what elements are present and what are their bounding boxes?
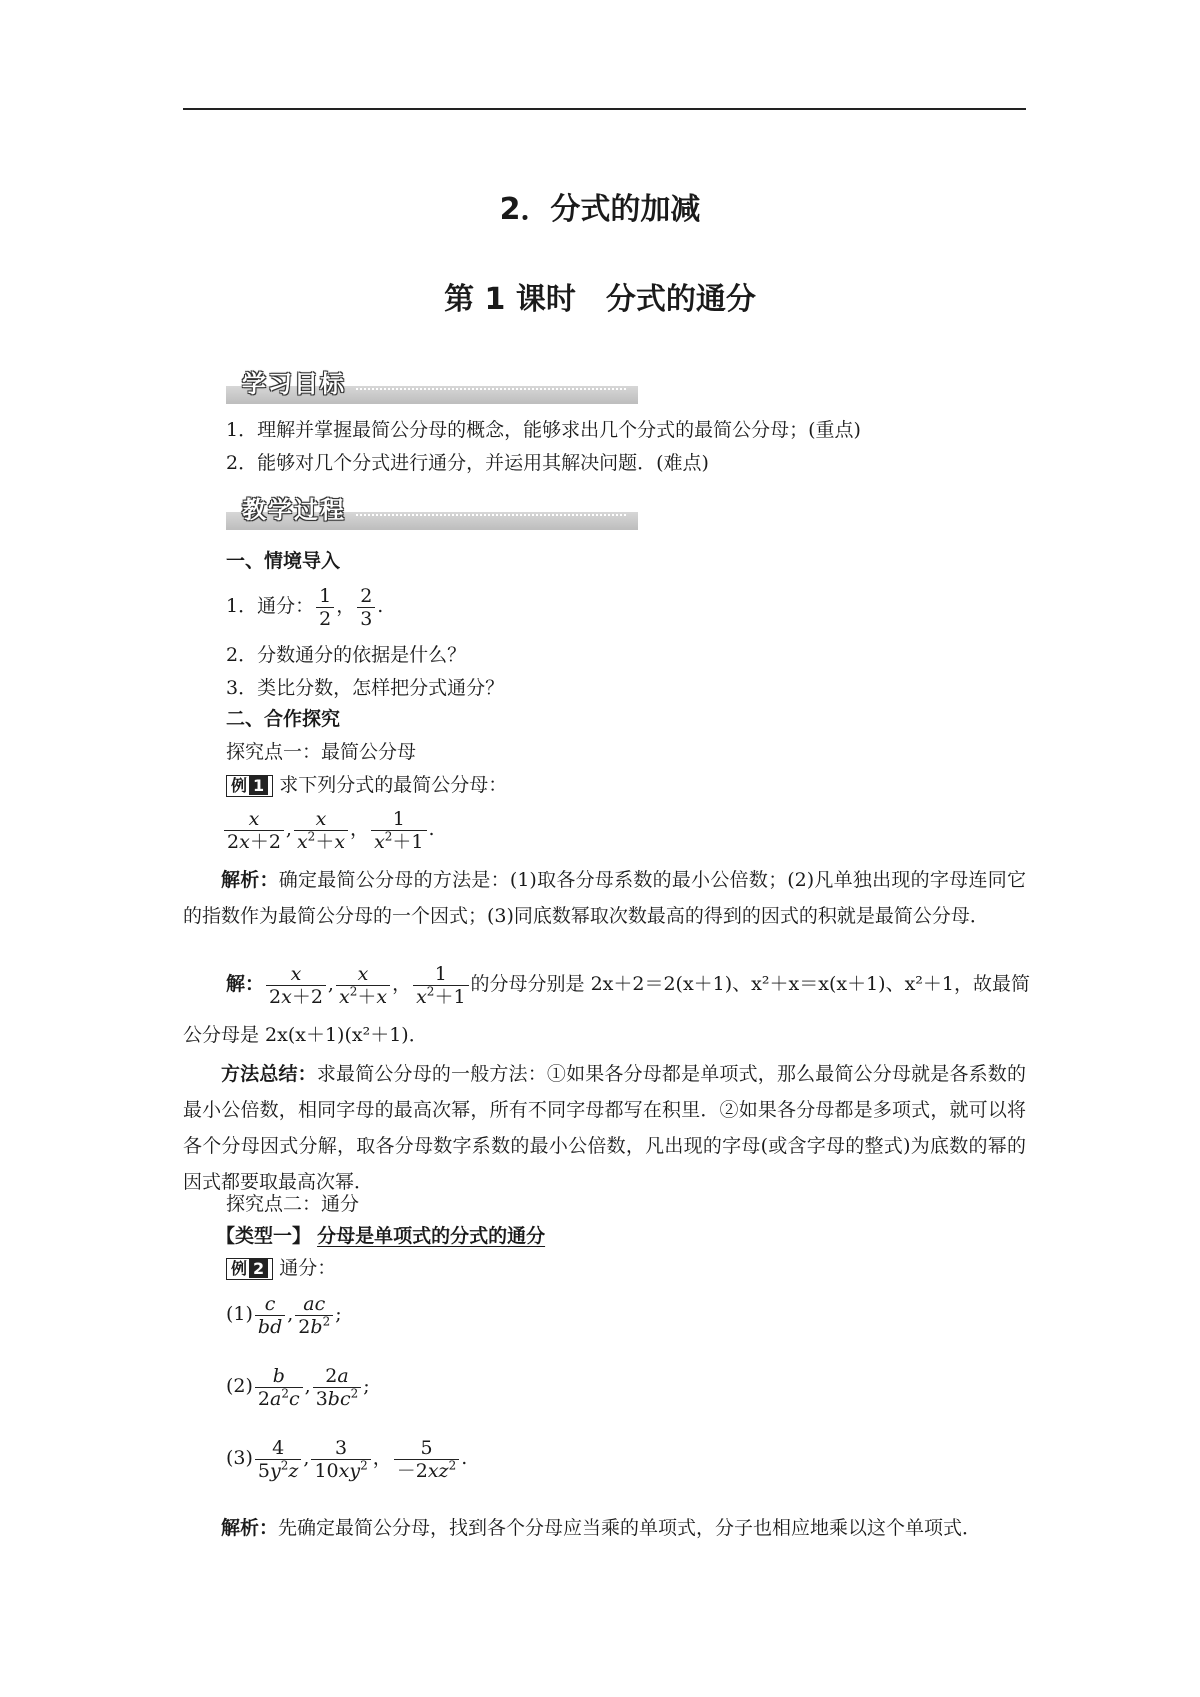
example-1-fractions: $\frac{x}{2x+2}$ , $\frac{x}{x^2+x}$ ， $\frac{1}{x^2+1}$ . — [222, 805, 435, 853]
fraction: $\frac{1}{x^2+1}$ — [371, 808, 426, 853]
fraction: $\frac{x}{x^2+x}$ — [336, 963, 390, 1008]
fraction: $\frac{2a}{3bc^2}$ — [313, 1365, 362, 1410]
process-banner — [226, 496, 638, 530]
fraction: $\frac{1}{2}$ — [316, 585, 334, 630]
fraction: $\frac{ac}{2b^2}$ — [295, 1293, 333, 1338]
intro-q2: 2．分数通分的依据是什么？ — [226, 644, 467, 666]
fraction: $\frac{x}{2x+2}$ — [224, 808, 284, 853]
solution-1: 解： $\frac{x}{2x+2}$ , $\frac{x}{x^2+x}$ ， $\frac{1}{x^2+1}$ 的分母分别是 2x＋2＝2(x＋1)、x²＋x＝x(x＋1)、x²＋1，故最简 — [226, 962, 1030, 1008]
goal-item: 1．理解并掌握最简公分母的概念，能够求出几个分式的最简公分母；(重点) — [226, 419, 861, 441]
solution-mid: 的分母分别是 2x＋2＝2(x＋1)、x²＋x＝x(x＋1)、x²＋1，故最简 — [470, 973, 1030, 995]
example-2 — [226, 1256, 336, 1280]
banner-label: 教学过程 — [242, 496, 346, 524]
analysis-2: 解析：先确定最简公分母，找到各个分母应当乘的单项式，分子也相应地乘以这个单项式． — [221, 1517, 982, 1539]
explore-point2: 探究点二：通分 — [226, 1193, 360, 1215]
goals-banner — [226, 370, 638, 404]
banner-dots — [356, 514, 626, 518]
fraction: $\frac{5}{-2xz^2}$ — [394, 1437, 459, 1482]
type-1: 【类型一】 分母是单项式的分式的通分 — [216, 1225, 546, 1247]
explore-heading: 二、合作探究 — [226, 708, 341, 730]
top-rule — [183, 108, 1026, 110]
intro-heading: 一、情境导入 — [226, 550, 341, 572]
fraction: $\frac{c}{bd}$ — [255, 1293, 285, 1338]
fraction: $\frac{1}{x^2+1}$ — [413, 963, 468, 1008]
example-tag: 例 1 — [226, 775, 273, 797]
example-1 — [226, 773, 507, 797]
fraction: $\frac{x}{x^2+x}$ — [294, 808, 348, 853]
explore-point1: 探究点一：最简公分母 — [226, 741, 417, 763]
fraction: $\frac{3}{10xy^2}$ — [311, 1437, 370, 1482]
banner-label: 学习目标 — [242, 370, 346, 398]
analysis-1: 解析：确定最简公分母的方法是：(1)取各分母系数的最小公倍数；(2)凡单独出现的字母连同它的指数作为最简公分母的一个因式；(3)同底数幂取次数最高的得到的因式的积就是最简公分母． — [183, 869, 1026, 927]
fraction: $\frac{b}{2a^2c}$ — [255, 1365, 303, 1410]
fraction: $\frac{2}{3}$ — [357, 585, 375, 630]
problem-3: (3) $\frac{4}{5y^2z}$ , $\frac{3}{10xy^2}$ ， $\frac{5}{-2xz^2}$ . — [226, 1436, 468, 1482]
intro-q1: 1．通分： $\frac{1}{2}$ ， $\frac{2}{3}$ . — [226, 584, 384, 630]
example-text: 通分： — [279, 1257, 337, 1279]
lesson-title: 第 1 课时 分式的通分 — [444, 282, 756, 317]
goal-item: 2．能够对几个分式进行通分，并运用其解决问题．(难点) — [226, 452, 709, 474]
example-tag: 例 2 — [226, 1258, 273, 1280]
solution-end: 公分母是 2x(x＋1)(x²＋1)． — [183, 1024, 428, 1046]
example-text: 求下列分式的最简公分母： — [279, 774, 508, 796]
fraction: $\frac{4}{5y^2z}$ — [255, 1437, 301, 1482]
intro-q3: 3．类比分数，怎样把分式通分？ — [226, 677, 505, 699]
fraction: $\frac{x}{2x+2}$ — [266, 963, 326, 1008]
q1-prefix: 1．通分： — [226, 595, 315, 617]
section-title: 2．分式的加减 — [499, 192, 701, 227]
method-summary: 方法总结：求最简公分母的一般方法：①如果各分母都是单项式，那么最简公分母就是各系数的最小公倍数，相同字母的最高次幂，所有不同字母都写在积里．②如果各分母都是多项式，就可以将各个分母因式分解，取各分母数字系数的最小公倍数，凡出现的字母(或含字母的整式)为底数的幂的因式都要取最高次幂． — [183, 1063, 1026, 1193]
banner-dots — [356, 388, 626, 392]
problem-1: (1) $\frac{c}{bd}$ , $\frac{ac}{2b^2}$ ; — [226, 1292, 342, 1338]
problem-2: (2) $\frac{b}{2a^2c}$ , $\frac{2a}{3bc^2}$ ; — [226, 1364, 370, 1410]
